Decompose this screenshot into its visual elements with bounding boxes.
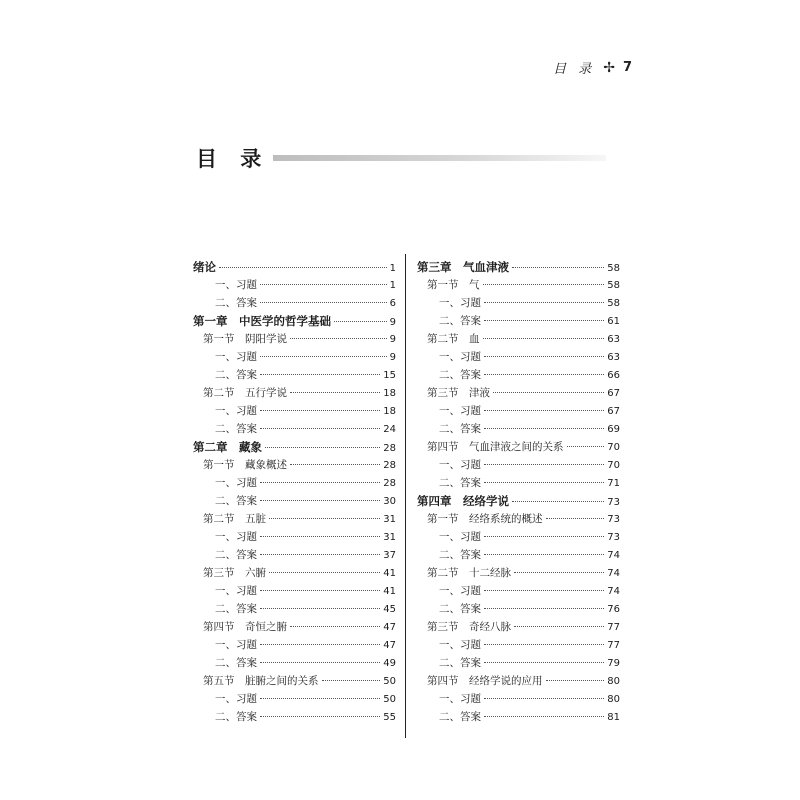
dot-leader [260, 644, 380, 645]
toc-entry-page: 45 [383, 604, 396, 615]
toc-entry-item[interactable] [193, 636, 396, 654]
toc-entry-label: 二、答案 [439, 549, 481, 561]
toc-entry-page: 9 [389, 317, 396, 328]
dot-leader [260, 500, 380, 501]
toc-entry-section[interactable] [193, 330, 396, 348]
toc-entry-section[interactable] [193, 618, 396, 636]
dot-leader [546, 518, 605, 519]
toc-entry-label: 第二节 五脏 [203, 513, 266, 525]
column-divider [405, 254, 406, 738]
toc-entry-page: 63 [607, 334, 620, 345]
toc-entry-page: 24 [383, 424, 396, 435]
toc-entry-item[interactable] [193, 546, 396, 564]
toc-entry-label: 第五节 脏腑之间的关系 [203, 675, 319, 687]
toc-entry-section[interactable] [193, 564, 396, 582]
dot-leader [484, 662, 604, 663]
toc-entry-page: 18 [383, 406, 396, 417]
dot-leader [260, 302, 387, 303]
toc-entry-page: 1 [389, 280, 396, 291]
dot-leader [484, 374, 604, 375]
dot-leader [260, 536, 380, 537]
toc-entry-page: 71 [607, 478, 620, 489]
toc-entry-item[interactable] [417, 402, 620, 420]
toc-entry-label: 一、习题 [439, 693, 481, 705]
toc-entry-label: 第四节 经络学说的应用 [427, 675, 543, 687]
toc-entry-label: 第二节 十二经脉 [427, 567, 511, 579]
toc-entry-item[interactable] [417, 348, 620, 366]
toc-entry-chapter[interactable] [193, 438, 396, 456]
toc-entry-page: 63 [607, 352, 620, 363]
toc-entry-page: 15 [383, 370, 396, 381]
toc-entry-page: 81 [607, 712, 620, 723]
dot-leader [260, 662, 380, 663]
ornament-icon: ✢ [603, 59, 615, 76]
toc-entry-page: 74 [607, 568, 620, 579]
toc-entry-label: 第一章 中医学的哲学基础 [193, 314, 331, 328]
dot-leader [260, 356, 387, 357]
toc-entry-label: 二、答案 [439, 369, 481, 381]
toc-entry-item[interactable] [193, 366, 396, 384]
toc-entry-chapter[interactable] [417, 492, 620, 510]
toc-entry-page: 30 [383, 496, 396, 507]
toc-entry-item[interactable] [417, 456, 620, 474]
toc-entry-label: 一、习题 [439, 639, 481, 651]
toc-entry-item[interactable] [417, 582, 620, 600]
dot-leader [546, 680, 605, 681]
toc-entry-item[interactable] [417, 528, 620, 546]
dot-leader [484, 464, 604, 465]
toc-entry-item[interactable] [193, 528, 396, 546]
toc-entry-page: 67 [607, 406, 620, 417]
toc-entry-page: 31 [383, 532, 396, 543]
toc-entry-page: 70 [607, 442, 620, 453]
toc-entry-item[interactable] [417, 690, 620, 708]
dot-leader [260, 284, 387, 285]
toc-entry-label: 第二章 藏象 [193, 440, 262, 454]
toc-entry-item[interactable] [193, 654, 396, 672]
toc-entry-page: 58 [607, 280, 620, 291]
dot-leader [260, 716, 380, 717]
toc-entry-item[interactable] [417, 474, 620, 492]
dot-leader [260, 554, 380, 555]
toc-entry-page: 55 [383, 712, 396, 723]
toc-entry-section[interactable] [193, 510, 396, 528]
toc-entry-item[interactable] [193, 294, 396, 312]
toc-entry-item[interactable] [193, 402, 396, 420]
toc-entry-label: 一、习题 [439, 297, 481, 309]
dot-leader [260, 698, 380, 699]
toc-entry-page: 50 [383, 676, 396, 687]
toc-entry-label: 二、答案 [439, 315, 481, 327]
toc-entry-label: 第三节 奇经八脉 [427, 621, 511, 633]
toc-entry-page: 73 [607, 532, 620, 543]
toc-entry-label: 一、习题 [215, 351, 257, 363]
toc-entry-label: 一、习题 [439, 459, 481, 471]
toc-entry-section[interactable] [417, 672, 620, 690]
toc-entry-page: 74 [607, 586, 620, 597]
toc-entry-label: 二、答案 [215, 711, 257, 723]
dot-leader [260, 590, 380, 591]
toc-entry-label: 一、习题 [439, 585, 481, 597]
toc-entry-chapter[interactable] [193, 312, 396, 330]
toc-entry-label: 二、答案 [215, 369, 257, 381]
dot-leader [484, 590, 604, 591]
toc-entry-page: 47 [383, 622, 396, 633]
toc-entry-page: 73 [607, 514, 620, 525]
page-title: 目 录 [196, 147, 270, 171]
toc-entry-label: 二、答案 [439, 603, 481, 615]
toc-entry-page: 28 [383, 478, 396, 489]
toc-entry-page: 28 [383, 460, 396, 471]
toc-entry-section[interactable] [193, 384, 396, 402]
toc-entry-item[interactable] [193, 582, 396, 600]
toc-entry-item[interactable] [417, 708, 620, 726]
page-number: 7 [622, 60, 632, 75]
dot-leader [484, 554, 604, 555]
dot-leader [322, 680, 381, 681]
dot-leader [484, 320, 604, 321]
toc-entry-page: 69 [607, 424, 620, 435]
toc-entry-label: 第四节 气血津液之间的关系 [427, 441, 564, 453]
dot-leader [514, 572, 604, 573]
toc-heading [196, 140, 606, 176]
toc-entry-item[interactable] [193, 474, 396, 492]
toc-entry-label: 二、答案 [439, 477, 481, 489]
toc-entry-page: 28 [383, 443, 396, 454]
toc-entry-label: 一、习题 [215, 477, 257, 489]
dot-leader [483, 338, 605, 339]
toc-entry-item[interactable] [417, 636, 620, 654]
toc-entry-page: 41 [383, 568, 396, 579]
toc-entry-label: 一、习题 [439, 405, 481, 417]
toc-entry-page: 77 [607, 640, 620, 651]
toc-column-left [193, 258, 396, 726]
toc-entry-label: 第四章 经络学说 [417, 494, 509, 508]
toc-entry-page: 6 [389, 298, 396, 309]
toc-entry-page: 41 [383, 586, 396, 597]
dot-leader [260, 482, 380, 483]
toc-entry-label: 第三节 津液 [427, 387, 490, 399]
toc-entry-page: 9 [389, 352, 396, 363]
dot-leader [484, 482, 604, 483]
toc-entry-label: 二、答案 [215, 657, 257, 669]
toc-entry-page: 31 [383, 514, 396, 525]
dot-leader [484, 536, 604, 537]
toc-entry-label: 二、答案 [215, 297, 257, 309]
dot-leader [484, 716, 604, 717]
toc-entry-section[interactable] [417, 510, 620, 528]
title-rule [273, 155, 606, 161]
dot-leader [484, 356, 604, 357]
toc-entry-item[interactable] [417, 546, 620, 564]
toc-entry-page: 70 [607, 460, 620, 471]
toc-entry-page: 74 [607, 550, 620, 561]
toc-entry-chapter[interactable] [193, 258, 396, 276]
toc-column-right [417, 258, 620, 726]
toc-entry-section[interactable] [417, 330, 620, 348]
dot-leader [514, 626, 604, 627]
dot-leader [290, 626, 380, 627]
toc-entry-label: 二、答案 [215, 603, 257, 615]
dot-leader [493, 392, 604, 393]
toc-entry-item[interactable] [193, 276, 396, 294]
toc-entry-label: 一、习题 [439, 531, 481, 543]
toc-entry-page: 47 [383, 640, 396, 651]
toc-entry-label: 一、习题 [215, 531, 257, 543]
toc-entry-page: 37 [383, 550, 396, 561]
toc-entry-page: 79 [607, 658, 620, 669]
dot-leader [567, 446, 605, 447]
toc-entry-label: 一、习题 [439, 351, 481, 363]
toc-entry-page: 1 [389, 263, 396, 274]
toc-entry-page: 58 [607, 263, 620, 274]
toc-entry-label: 二、答案 [439, 711, 481, 723]
toc-entry-page: 9 [389, 334, 396, 345]
toc-entry-label: 一、习题 [215, 405, 257, 417]
toc-entry-label: 二、答案 [215, 549, 257, 561]
toc-entry-page: 58 [607, 298, 620, 309]
toc-entry-page: 67 [607, 388, 620, 399]
toc-entry-label: 一、习题 [215, 585, 257, 597]
toc-entry-label: 第三章 气血津液 [417, 260, 509, 274]
dot-leader [484, 644, 604, 645]
dot-leader [260, 374, 380, 375]
toc-entry-label: 第二节 血 [427, 333, 480, 345]
dot-leader [290, 464, 380, 465]
toc-entry-section[interactable] [417, 564, 620, 582]
toc-entry-item[interactable] [417, 294, 620, 312]
dot-leader [334, 321, 387, 322]
toc-entry-page: 61 [607, 316, 620, 327]
toc-entry-page: 18 [383, 388, 396, 399]
toc-entry-label: 二、答案 [439, 423, 481, 435]
toc-entry-label: 一、习题 [215, 639, 257, 651]
toc-entry-section[interactable] [193, 672, 396, 690]
toc-entry-item[interactable] [193, 600, 396, 618]
toc-entry-label: 绪论 [193, 260, 216, 274]
toc-entry-page: 49 [383, 658, 396, 669]
toc-entry-item[interactable] [417, 312, 620, 330]
dot-leader [483, 284, 605, 285]
toc-entry-section[interactable] [417, 438, 620, 456]
toc-entry-label: 第四节 奇恒之腑 [203, 621, 287, 633]
toc-entry-page: 77 [607, 622, 620, 633]
toc-entry-label: 第一节 经络系统的概述 [427, 513, 543, 525]
toc-entry-section[interactable] [193, 456, 396, 474]
toc-entry-page: 80 [607, 694, 620, 705]
dot-leader [484, 410, 604, 411]
dot-leader [219, 267, 387, 268]
toc-entry-item[interactable] [193, 708, 396, 726]
running-header [553, 58, 632, 77]
dot-leader [484, 428, 604, 429]
toc-entry-section[interactable] [417, 276, 620, 294]
toc-entry-page: 73 [607, 497, 620, 508]
toc-entry-page: 66 [607, 370, 620, 381]
toc-entry-label: 二、答案 [215, 495, 257, 507]
toc-entry-item[interactable] [193, 690, 396, 708]
toc-entry-label: 二、答案 [215, 423, 257, 435]
dot-leader [260, 410, 380, 411]
toc-entry-item[interactable] [417, 600, 620, 618]
toc-entry-label: 一、习题 [215, 279, 257, 291]
dot-leader [484, 608, 604, 609]
dot-leader [260, 608, 380, 609]
dot-leader [512, 267, 604, 268]
toc-entry-label: 第一节 气 [427, 279, 480, 291]
dot-leader [290, 392, 380, 393]
toc-entry-item[interactable] [193, 492, 396, 510]
toc-entry-label: 第二节 五行学说 [203, 387, 287, 399]
toc-entry-item[interactable] [417, 420, 620, 438]
dot-leader [484, 698, 604, 699]
toc-entry-label: 第三节 六腑 [203, 567, 266, 579]
dot-leader [269, 518, 380, 519]
toc-entry-chapter[interactable] [417, 258, 620, 276]
dot-leader [265, 447, 380, 448]
toc-entry-page: 76 [607, 604, 620, 615]
dot-leader [512, 501, 604, 502]
toc-entry-section[interactable] [417, 384, 620, 402]
toc-entry-item[interactable] [417, 366, 620, 384]
dot-leader [290, 338, 387, 339]
toc-entry-item[interactable] [193, 348, 396, 366]
toc-entry-label: 第一节 藏象概述 [203, 459, 287, 471]
running-header-title: 目 录 [553, 62, 596, 77]
dot-leader [484, 302, 604, 303]
toc-entry-label: 二、答案 [439, 657, 481, 669]
toc-entry-item[interactable] [193, 420, 396, 438]
toc-entry-page: 50 [383, 694, 396, 705]
toc-entry-label: 第一节 阴阳学说 [203, 333, 287, 345]
toc-entry-page: 80 [607, 676, 620, 687]
toc-entry-section[interactable] [417, 618, 620, 636]
toc-entry-item[interactable] [417, 654, 620, 672]
dot-leader [269, 572, 380, 573]
dot-leader [260, 428, 380, 429]
toc-entry-label: 一、习题 [215, 693, 257, 705]
